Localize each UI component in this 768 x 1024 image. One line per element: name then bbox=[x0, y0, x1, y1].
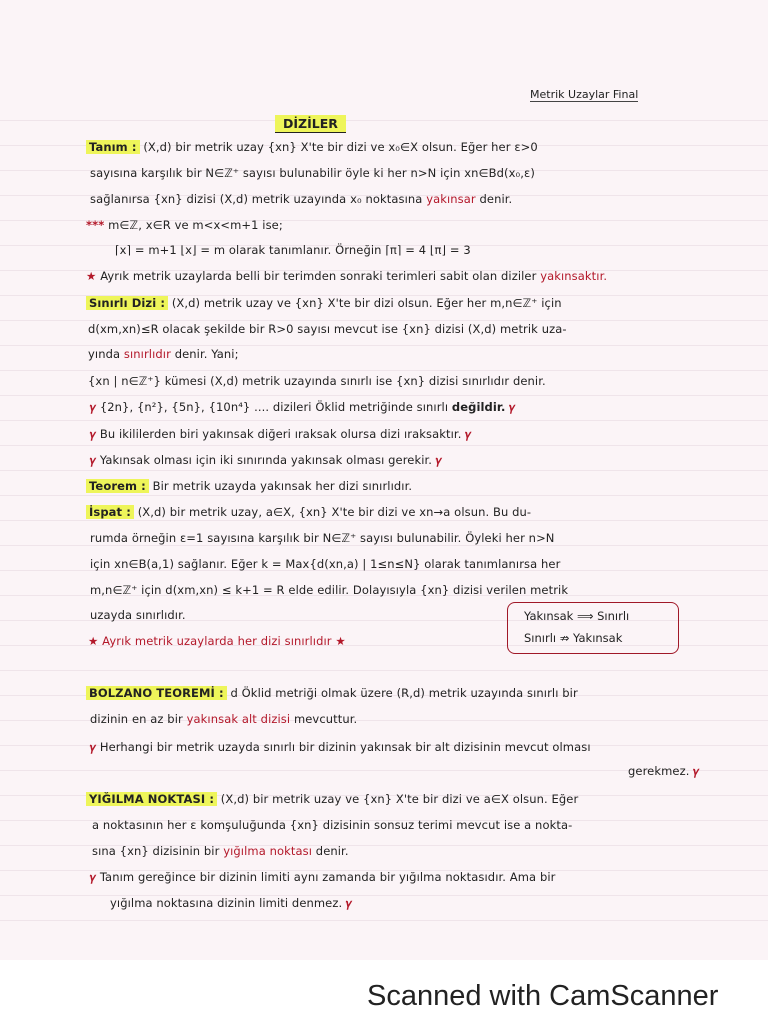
accumulation-line-5: yığılma noktasına dizinin limiti denmez. 𝛾 bbox=[110, 896, 353, 910]
marker-icon: 𝛾 bbox=[90, 870, 97, 884]
proof-line-2: rumda örneğin ε=1 sayısına karşılık bir N∈ℤ⁺ sayısı bulunabilir. Öyleki her n>N bbox=[90, 531, 555, 545]
accumulation-line-1: YIĞILMA NOKTASI : (X,d) bir metrik uzay ve {xn} X'te bir dizi ve a∈X olsun. Eğer bbox=[86, 792, 578, 806]
discrete-bounded-note: ★ Ayrık metrik uzaylarda her dizi sınırlıdır ★ bbox=[88, 634, 346, 648]
bolzano-line-1: BOLZANO TEOREMİ : d Öklid metriği olmak üzere (R,d) metrik uzayında sınırlı bir bbox=[86, 686, 578, 700]
implication-box bbox=[507, 602, 679, 654]
proof-line-1: İspat : (X,d) bir metrik uzay, a∈X, {xn} X'te bir dizi ve xn→a olsun. Bu du- bbox=[86, 505, 531, 519]
course-title: Metrik Uzaylar Final bbox=[530, 88, 639, 101]
marker-icon: 𝛾 bbox=[509, 400, 516, 414]
floor-note-line-2: ⌈x⌉ = m+1 ⌊x⌋ = m olarak tanımlanır. Örneğin ⌈π⌉ = 4 ⌊π⌋ = 3 bbox=[115, 243, 471, 257]
bounded-line-7: 𝛾 Yakınsak olması için iki sınırında yakınsak olması gerekir. 𝛾 bbox=[90, 453, 442, 467]
bolzano-line-2: dizinin en az bir yakınsak alt dizisi mevcuttur. bbox=[90, 712, 358, 726]
marker-icon: 𝛾 bbox=[435, 453, 442, 467]
marker-icon: 𝛾 bbox=[90, 453, 97, 467]
bounded-line-1: Sınırlı Dizi : (X,d) metrik uzay ve {xn} X'te bir dizi olsun. Eğer her m,n∈ℤ⁺ için bbox=[86, 296, 562, 310]
bounded-line-4: {xn | n∈ℤ⁺} kümesi (X,d) metrik uzayında sınırlı ise {xn} dizisi sınırlıdır denir. bbox=[88, 374, 546, 388]
accumulation-line-3: sına {xn} dizisinin bir yığılma noktası denir. bbox=[92, 844, 349, 858]
term-sinirlidir: sınırlıdır bbox=[123, 347, 171, 361]
bounded-line-5: 𝛾 {2n}, {n²}, {5n}, {10n⁴} .... dizileri Öklid metriğinde sınırlı değildir. 𝛾 bbox=[90, 400, 516, 414]
term-yakinsaktir: yakınsaktır. bbox=[540, 269, 608, 283]
accumulation-line-2: a noktasının her ε komşuluğunda {xn} dizisinin sonsuz terimi mevcut ise a nokta- bbox=[92, 818, 573, 832]
marker-icon: 𝛾 bbox=[90, 427, 97, 441]
definition-line-3: sağlanırsa {xn} dizisi (X,d) metrik uzayında x₀ noktasına yakınsar denir. bbox=[90, 192, 513, 206]
term-yigilma-noktasi: yığılma noktası bbox=[223, 844, 313, 858]
bounded-line-2: d(xm,xn)≤R olacak şekilde bir R>0 sayısı mevcut ise {xn} dizisi (X,d) metrik uza- bbox=[88, 322, 567, 336]
term-yakinsak-alt-dizisi: yakınsak alt dizisi bbox=[186, 712, 291, 726]
proof-line-3: için xn∈B(a,1) sağlanır. Eğer k = Max{d(xn,a) | 1≤n≤N} olarak tanımlanırsa her bbox=[90, 557, 561, 571]
proof-label: İspat : bbox=[86, 505, 134, 519]
floor-note-line-1: *** m∈ℤ, x∈R ve m<x<m+1 ise; bbox=[86, 218, 283, 232]
marker-icon: 𝛾 bbox=[465, 427, 472, 441]
stars-marker: *** bbox=[86, 218, 105, 232]
star-icon: ★ bbox=[86, 269, 97, 283]
bolzano-line-4: gerekmez. 𝛾 bbox=[628, 764, 700, 778]
section-title: DİZİLER bbox=[275, 115, 346, 133]
term-yakinsar: yakınsar bbox=[426, 192, 476, 206]
bounded-line-3: yında sınırlıdır denir. Yani; bbox=[88, 347, 239, 361]
marker-icon: 𝛾 bbox=[90, 740, 97, 754]
bounded-label: Sınırlı Dizi : bbox=[86, 296, 168, 310]
definition-label: Tanım : bbox=[86, 140, 140, 154]
definition-line-1: Tanım : (X,d) bir metrik uzay {xn} X'te bir dizi ve x₀∈X olsun. Eğer her ε>0 bbox=[86, 140, 538, 154]
proof-line-4: m,n∈ℤ⁺ için d(xm,xn) ≤ k+1 = R elde edilir. Dolayısıyla {xn} dizisi verilen metrik bbox=[90, 583, 569, 597]
definition-line-2: sayısına karşılık bir N∈ℤ⁺ sayısı bulunabilir öyle ki her n>N için xn∈Bd(x₀,ε) bbox=[90, 166, 535, 180]
marker-icon: 𝛾 bbox=[90, 400, 97, 414]
implication-row-2: Sınırlı ⇏ Yakınsak bbox=[524, 631, 623, 645]
bolzano-line-3: 𝛾 Herhangi bir metrik uzayda sınırlı bir dizinin yakınsak bir alt dizisinin mevcut olması bbox=[90, 740, 591, 754]
camscanner-watermark: Scanned with CamScanner bbox=[367, 980, 719, 1012]
implication-row-1: Yakınsak ⟹ Sınırlı bbox=[524, 609, 630, 623]
theorem-line: Teorem : Bir metrik uzayda yakınsak her dizi sınırlıdır. bbox=[86, 479, 412, 493]
bolzano-label: BOLZANO TEOREMİ : bbox=[86, 686, 227, 700]
proof-line-5: uzayda sınırlıdır. bbox=[90, 608, 186, 622]
accumulation-label: YIĞILMA NOKTASI : bbox=[86, 792, 217, 806]
bounded-line-6: 𝛾 Bu ikililerden biri yakınsak diğeri ıraksak olursa dizi ıraksaktır. 𝛾 bbox=[90, 427, 472, 441]
accumulation-line-4: 𝛾 Tanım gereğince bir dizinin limiti aynı zamanda bir yığılma noktasıdır. Ama bir bbox=[90, 870, 556, 884]
marker-icon: 𝛾 bbox=[693, 764, 700, 778]
theorem-label: Teorem : bbox=[86, 479, 149, 493]
marker-icon: 𝛾 bbox=[346, 896, 353, 910]
discrete-note: ★ Ayrık metrik uzaylarda belli bir terimden sonraki terimleri sabit olan diziler yakınsaktır. bbox=[86, 269, 608, 283]
